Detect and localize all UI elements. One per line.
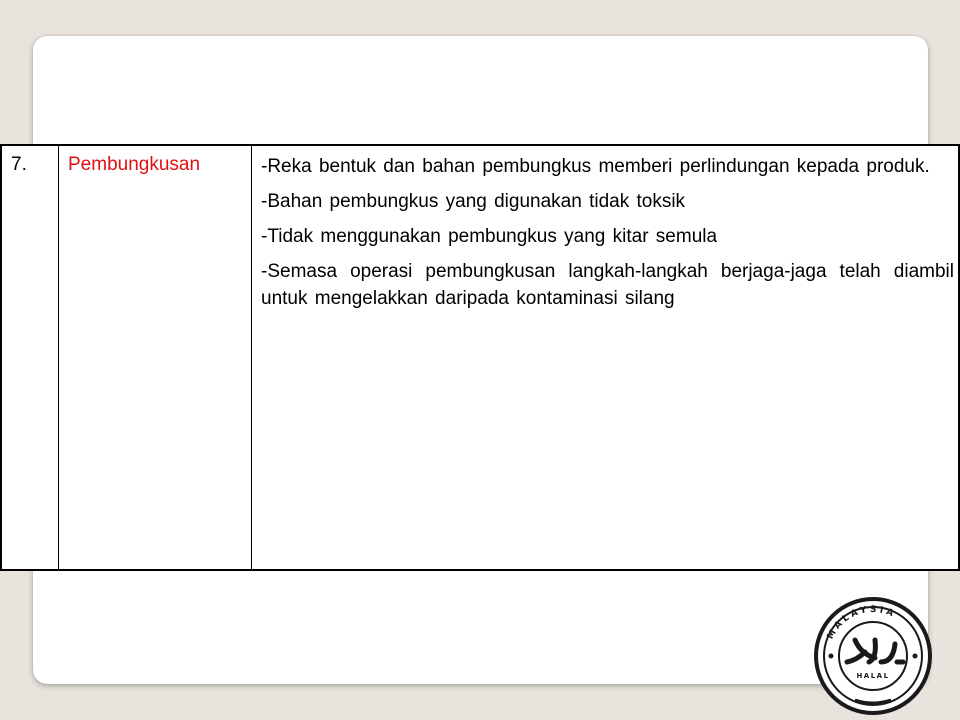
logo-ring-text: MALAYSIA [825, 604, 898, 642]
table-row [1, 145, 959, 570]
title-cell [59, 145, 252, 570]
description-cell [252, 145, 960, 570]
logo-sub-text: HALAL [856, 672, 890, 680]
description-point: -Tidak menggunakan pembungkus yang kitar semula [261, 226, 718, 247]
description-point: -Semasa operasi pembungkusan langkah-langkah berjaga-jaga telah diambil untuk mengelakkan daripada kontaminasi silang [261, 261, 954, 309]
description-point: -Bahan pembungkus yang digunakan tidak toksik [261, 191, 686, 212]
description-point: -Reka bentuk dan bahan pembungkus memberi perlindungan kepada produk. [261, 156, 930, 177]
halal-logo [811, 596, 935, 716]
row-number: 7. [11, 154, 27, 175]
number-cell [1, 145, 59, 570]
description-list [252, 146, 958, 312]
content-table [0, 144, 960, 571]
row-title: Pembungkusan [68, 154, 201, 175]
